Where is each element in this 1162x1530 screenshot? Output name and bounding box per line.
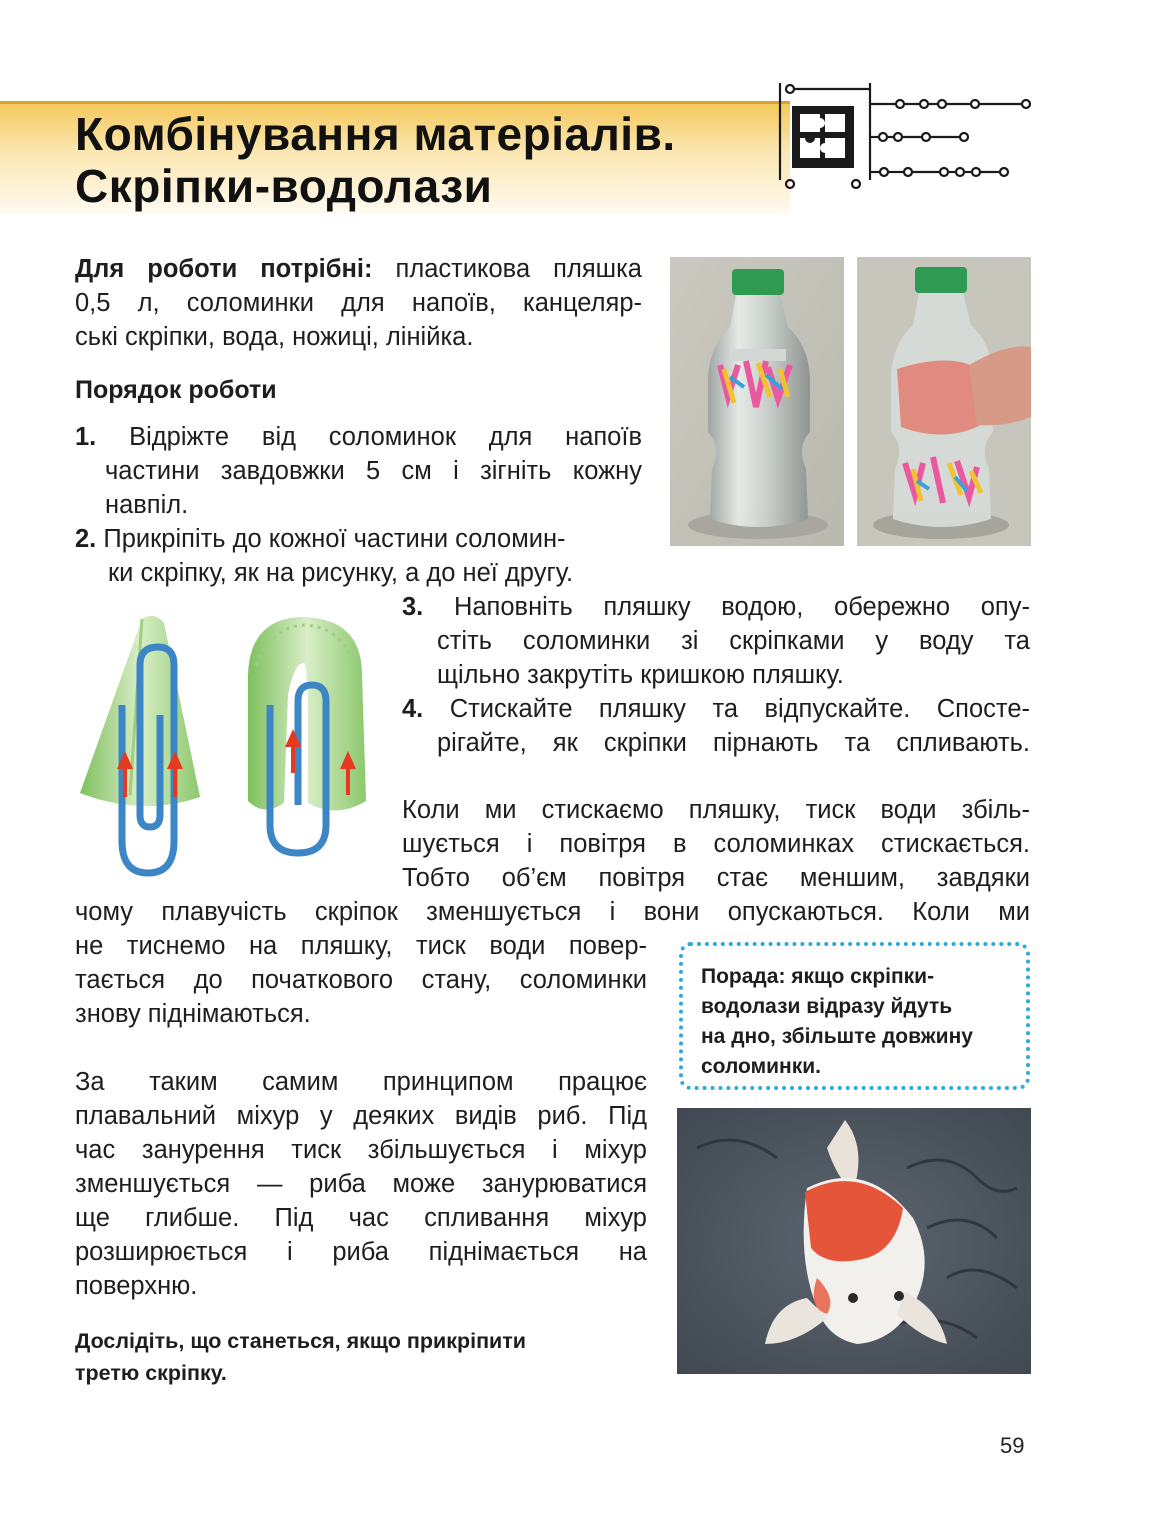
explanation-block bbox=[402, 793, 1030, 895]
materials-line-2: 0,5 л, соломинки для напоїв, канцеляр- bbox=[75, 289, 642, 317]
fish-line-5: ще глибше. Під час спливання міхур bbox=[75, 1204, 647, 1232]
explanation-line-2: шується і повітря в соломинках стискається. bbox=[402, 830, 1030, 858]
tip-line-4: соломинки. bbox=[701, 1055, 821, 1078]
explanation-line-6: тається до початкового стану, соломинки bbox=[75, 966, 647, 994]
page-title bbox=[75, 108, 676, 212]
bottle-photo-2 bbox=[857, 257, 1031, 546]
fish-line-3: час занурення тиск збільшується і міхур bbox=[75, 1136, 647, 1164]
task-line-2: третю скріпку. bbox=[75, 1361, 227, 1385]
task-block bbox=[75, 1325, 526, 1389]
step-4-line-1 bbox=[402, 692, 1030, 726]
step-1 bbox=[75, 420, 642, 522]
step-2-line-1 bbox=[75, 522, 675, 556]
page-number: 59 bbox=[1000, 1433, 1025, 1458]
step-2 bbox=[75, 522, 675, 590]
step-3-line-2: стіть соломинки зі скріпками у воду та bbox=[437, 627, 1030, 655]
explanation-line-5: не тиснемо на пляшку, тиск води повер- bbox=[75, 932, 647, 960]
fish-paragraph bbox=[75, 1065, 647, 1303]
step-2-text-1: Прикріпіть до кожної частини соломин- bbox=[103, 525, 566, 553]
explanation-line-3: Тобто об’єм повітря стає меншим, завдяки bbox=[402, 864, 1030, 892]
title-line-1: Комбінування матеріалів. bbox=[75, 108, 676, 160]
puzzle-icon bbox=[792, 106, 854, 168]
fish-line-2: плавальний міхур у деяких видів риб. Під bbox=[75, 1102, 647, 1130]
explanation-block-2 bbox=[75, 929, 647, 1031]
explanation-line-4: чому плавучість скріпок зменшується і вони опускаються. Коли ми bbox=[75, 898, 1030, 926]
step-3 bbox=[402, 590, 1030, 692]
straw-clip-illustration bbox=[72, 605, 392, 885]
step-4-number: 4. bbox=[402, 695, 424, 723]
step-4-text-1: Стискайте пляшку та відпускайте. Спосте- bbox=[449, 695, 1030, 723]
step-4 bbox=[402, 692, 1030, 760]
step-4-line-2: рігайте, як скріпки пірнають та спливають. bbox=[437, 729, 1030, 757]
fish-line-6: розширюється і риба піднімається на bbox=[75, 1238, 647, 1266]
step-1-line-3: навпіл. bbox=[105, 491, 189, 519]
materials-block bbox=[75, 252, 642, 354]
step-3-line-1 bbox=[402, 590, 1030, 624]
explanation-line-1: Коли ми стискаємо пляшку, тиск води збіль- bbox=[402, 796, 1030, 824]
materials-line-1 bbox=[75, 252, 642, 286]
procedure-heading: Порядок роботи bbox=[75, 376, 277, 404]
task-line-1: Дослідіть, що станеться, якщо прикріпити bbox=[75, 1329, 527, 1353]
fish-line-7: поверхню. bbox=[75, 1272, 198, 1300]
explanation-line-7: знову піднімаються. bbox=[75, 1000, 311, 1028]
tip-line-3: на дно, збільште довжину bbox=[701, 1025, 973, 1048]
step-3-number: 3. bbox=[402, 593, 424, 621]
materials-line-3: ські скріпки, вода, ножиці, лінійка. bbox=[75, 323, 474, 351]
circuit-decoration bbox=[770, 78, 1040, 196]
step-3-line-3: щільно закрутіть кришкою пляшку. bbox=[437, 661, 844, 689]
step-1-line-1 bbox=[75, 420, 642, 454]
title-rule bbox=[0, 101, 790, 104]
title-line-2: Скріпки-водолази bbox=[75, 160, 493, 212]
step-1-text-1: Відріжте від соломинок для напоїв bbox=[129, 423, 642, 451]
koi-fish-photo bbox=[677, 1108, 1031, 1374]
tip-line-2: водолази відразу йдуть bbox=[701, 995, 953, 1018]
step-3-text-1: Наповніть пляшку водою, обережно опу- bbox=[453, 593, 1030, 621]
fish-line-1: За таким самим принципом працює bbox=[75, 1068, 647, 1096]
materials-line-1-text: пластикова пляшка bbox=[395, 255, 642, 283]
tip-box bbox=[679, 942, 1030, 1090]
step-1-line-2: частини завдовжки 5 см і зігніть кожну bbox=[105, 457, 642, 485]
bottle-photo-1 bbox=[670, 257, 844, 546]
materials-label: Для роботи потрібні: bbox=[75, 255, 373, 283]
step-2-line-2: ки скріпку, як на рисунку, а до неї другу. bbox=[108, 559, 574, 587]
fish-line-4: зменшується — риба може занурюватися bbox=[75, 1170, 647, 1198]
step-1-number: 1. bbox=[75, 423, 97, 451]
tip-line-1: Порада: якщо скріпки- bbox=[701, 965, 935, 988]
step-2-number: 2. bbox=[75, 525, 97, 553]
